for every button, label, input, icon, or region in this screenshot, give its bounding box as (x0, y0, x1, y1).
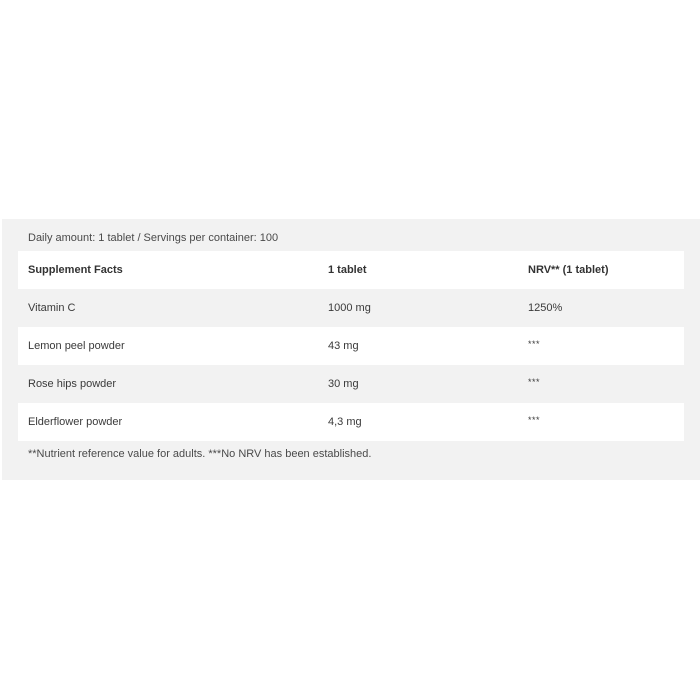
ingredient-name: Vitamin C (28, 302, 76, 314)
ingredient-nrv: 1250% (528, 302, 563, 314)
table-row (18, 289, 684, 327)
header-nrv: NRV** (1 tablet) (528, 264, 609, 276)
daily-amount-text: Daily amount: 1 tablet / Servings per container: 100 (28, 232, 279, 244)
table-row (18, 365, 684, 403)
header-per-tablet: 1 tablet (328, 264, 367, 276)
ingredient-amount: 43 mg (328, 340, 359, 352)
ingredient-name: Elderflower powder (28, 416, 123, 428)
ingredient-name: Lemon peel powder (28, 340, 125, 352)
ingredient-nrv: *** (528, 339, 541, 349)
ingredient-nrv: *** (528, 377, 541, 387)
ingredient-name: Rose hips powder (28, 378, 117, 390)
table-row (18, 403, 684, 441)
supplement-facts-panel (2, 219, 700, 480)
table-header-row (18, 251, 684, 289)
supplement-facts-table (18, 251, 684, 441)
ingredient-amount: 4,3 mg (328, 416, 362, 428)
table-row (18, 327, 684, 365)
ingredient-amount: 1000 mg (328, 302, 371, 314)
ingredient-amount: 30 mg (328, 378, 359, 390)
ingredient-nrv: *** (528, 415, 541, 425)
header-supplement-facts: Supplement Facts (28, 264, 123, 276)
footnote-text: **Nutrient reference value for adults. ***No NRV has been established. (28, 448, 372, 460)
